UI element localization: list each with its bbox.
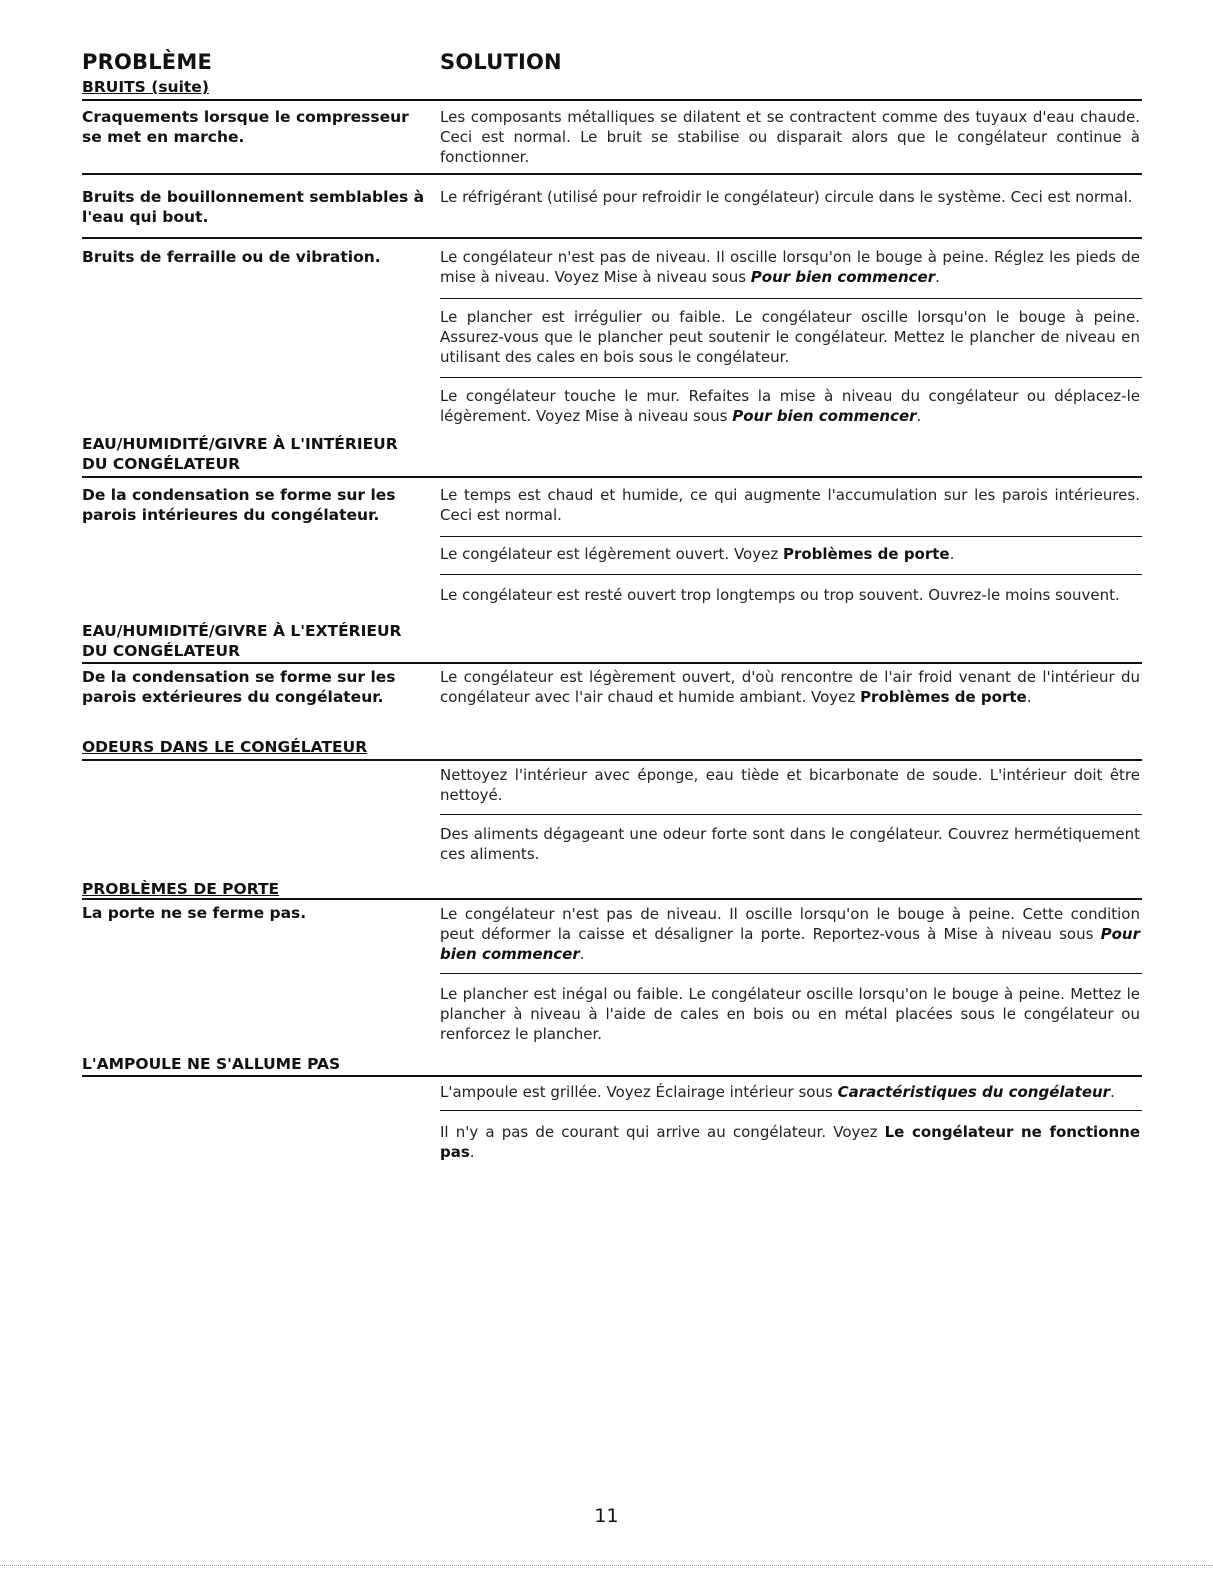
problem-bouillonnement: Bruits de bouillonnement semblables à l'eau qui bout. [82, 188, 425, 226]
section-rule [82, 1075, 1142, 1077]
problem-porte: La porte ne se ferme pas. [82, 904, 307, 922]
solution-odeurs-2: Des aliments dégageant une odeur forte sont dans le congélateur. Couvrez hermétiquement ces aliments. [440, 825, 1140, 863]
solution-odeurs-1: Nettoyez l'intérieur avec éponge, eau tiède et bicarbonate de soude. L'intérieur doit être nettoyé. [440, 766, 1140, 804]
problem-ferraille: Bruits de ferraille ou de vibration. [82, 248, 381, 266]
solution-rule [440, 377, 1142, 378]
solution-ampoule-2: Il n'y a pas de courant qui arrive au congélateur. Voyez Le congélateur ne fonctionne pas. [440, 1123, 1140, 1161]
section-rule [82, 898, 1142, 900]
solution-rule [440, 973, 1142, 974]
problem-condensation-exterieur: De la condensation se forme sur les parois extérieures du congélateur. [82, 668, 396, 706]
solution-condensation-exterieur: Le congélateur est légèrement ouvert, d'où rencontre de l'air froid venant de l'intérieur du congélateur avec l'air chaud et humide ambiant. Voyez Problèmes de porte. [440, 668, 1140, 706]
section-porte: PROBLÈMES DE PORTE [82, 880, 280, 898]
solution-rule [440, 814, 1142, 815]
solution-condensation-interieur-1: Le temps est chaud et humide, ce qui augmente l'accumulation sur les parois intérieures. Ceci est normal. [440, 486, 1140, 524]
page-number: 11 [594, 1505, 619, 1527]
solution-condensation-interieur-3: Le congélateur est resté ouvert trop longtemps ou trop souvent. Ouvrez-le moins souvent. [440, 586, 1120, 604]
problem-condensation-interieur: De la condensation se forme sur les parois intérieures du congélateur. [82, 486, 396, 524]
solution-ampoule-1: L'ampoule est grillée. Voyez Éclairage intérieur sous Caractéristiques du congélateur. [440, 1083, 1115, 1101]
section-bruits: BRUITS (suite) [82, 78, 209, 96]
row-rule [82, 237, 1142, 239]
problem-column-header: PROBLÈME [82, 50, 212, 74]
solution-rule [440, 574, 1142, 575]
problem-craquements: Craquements lorsque le compresseur se met en marche. [82, 108, 409, 146]
section-odeurs: ODEURS DANS LE CONGÉLATEUR [82, 738, 368, 756]
section-rule [82, 759, 1142, 761]
section-rule [82, 99, 1142, 101]
solution-porte-2: Le plancher est inégal ou faible. Le congélateur oscille lorsqu'on le bouge à peine. Mettez le plancher à niveau à l'aide de cales en bois ou en métal placées sous le congélateur ou renforcez le plancher. [440, 985, 1140, 1043]
solution-porte-1: Le congélateur n'est pas de niveau. Il oscille lorsqu'on le bouge à peine. Cette condition peut déformer la caisse et désaligner la porte. Reportez-vous à Mise à niveau sous Pour bien commencer. [440, 905, 1140, 963]
solution-ferraille-1: Le congélateur n'est pas de niveau. Il oscille lorsqu'on le bouge à peine. Réglez les pieds de mise à niveau. Voyez Mise à niveau sous Pour bien commencer. [440, 248, 1140, 286]
solution-bouillonnement: Le réfrigérant (utilisé pour refroidir le congélateur) circule dans le système. Ceci est normal. [440, 188, 1133, 206]
solution-craquements: Les composants métalliques se dilatent et se contractent comme des tuyaux d'eau chaude. Ceci est normal. Le bruit se stabilise ou disparait alors que le congélateur continue à fonctionner. [440, 108, 1140, 166]
solution-condensation-interieur-2: Le congélateur est légèrement ouvert. Voyez Problèmes de porte. [440, 545, 955, 563]
bottom-dotted-edge [0, 1565, 1213, 1566]
solution-ferraille-3: Le congélateur touche le mur. Refaites la mise à niveau du congélateur ou déplacez-le légèrement. Voyez Mise à niveau sous Pour bien commencer. [440, 387, 1140, 425]
section-eau-exterieur: EAU/HUMIDITÉ/GIVRE À L'EXTÉRIEUR DU CONGÉLATEUR [82, 622, 402, 660]
row-rule [82, 173, 1142, 175]
section-rule [82, 662, 1142, 664]
solution-column-header: SOLUTION [440, 50, 562, 74]
solution-rule [440, 298, 1142, 299]
section-eau-interieur: EAU/HUMIDITÉ/GIVRE À L'INTÉRIEUR DU CONGÉLATEUR [82, 435, 398, 473]
solution-rule [440, 536, 1142, 537]
section-rule [82, 476, 1142, 478]
solution-ferraille-2: Le plancher est irrégulier ou faible. Le congélateur oscille lorsqu'on le bouge à peine. Assurez-vous que le plancher peut soutenir le congélateur. Mettez le plancher de niveau en utilisant des cales en bois sous le congélateur. [440, 308, 1140, 366]
section-ampoule: L'AMPOULE NE S'ALLUME PAS [82, 1055, 341, 1073]
solution-rule [440, 1110, 1142, 1111]
